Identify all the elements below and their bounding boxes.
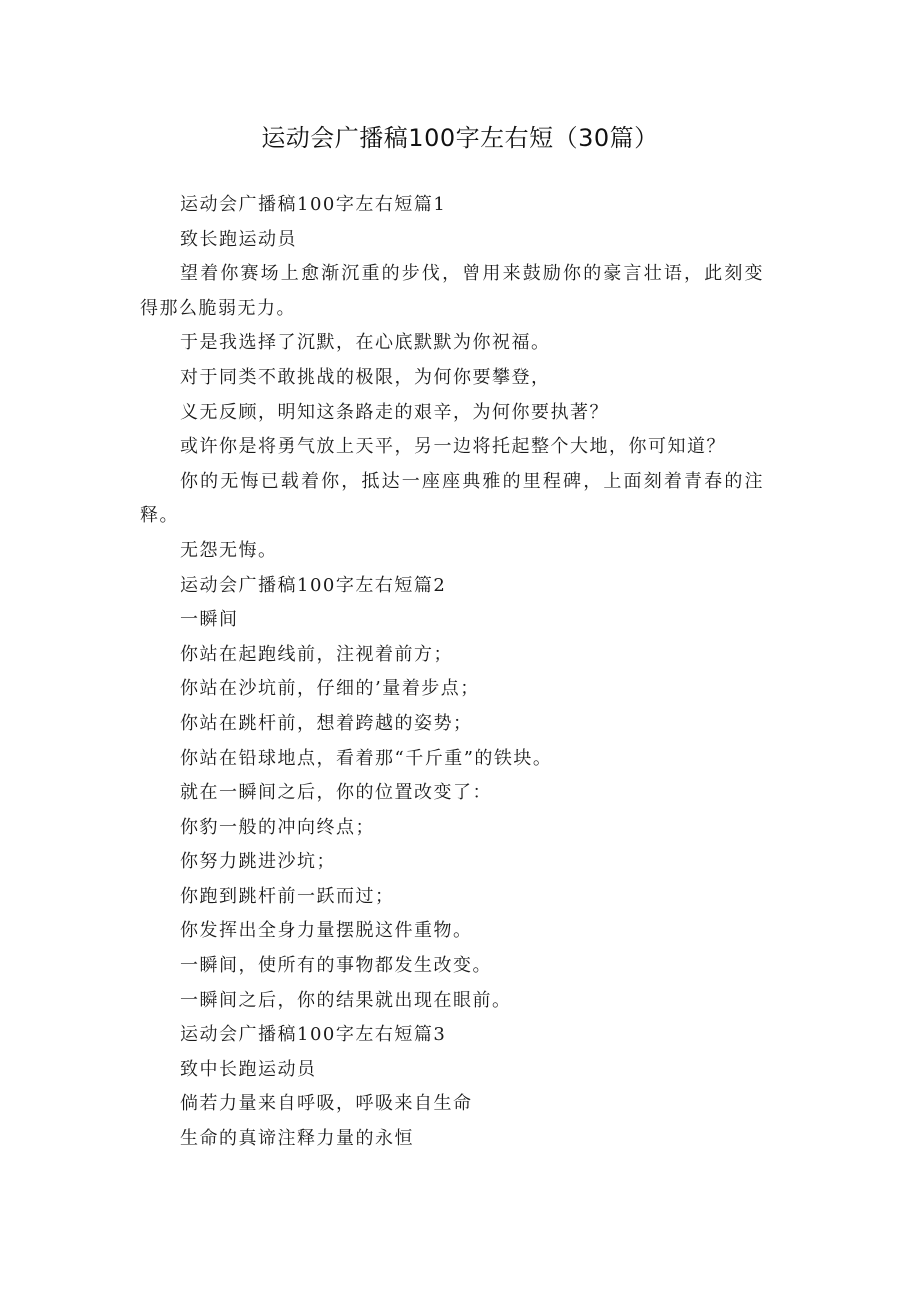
paragraph: 你豹一般的冲向终点； (180, 816, 375, 838)
paragraph: 你站在跳杆前，想着跨越的姿势； (180, 712, 473, 734)
paragraph: 于是我选择了沉默，在心底默默为你祝福。 (180, 332, 551, 354)
paragraph: 对于同类不敢挑战的极限，为何你要攀登， (180, 366, 551, 388)
paragraph: 一瞬间，使所有的事物都发生改变。 (180, 955, 492, 977)
paragraph: 你发挥出全身力量摆脱这件重物。 (180, 920, 473, 942)
paragraph: 致长跑运动员 (180, 228, 297, 250)
paragraph: 或许你是将勇气放上天平，另一边将托起整个大地，你可知道？ (180, 436, 726, 458)
paragraph: 你的无悔已载着你，抵达一座座典雅的里程碑，上面刻着青春的注释。 (140, 470, 764, 527)
paragraph: 运动会广播稿100字左右短篇3 (180, 1024, 447, 1046)
paragraph: 运动会广播稿100字左右短篇1 (180, 194, 447, 215)
paragraph: 无怨无悔。 (180, 539, 278, 561)
paragraph: 致中长跑运动员 (180, 1058, 317, 1080)
paragraph: 你站在沙坑前，仔细的’量着步点； (180, 678, 480, 700)
paragraph: 你站在铅球地点，看着那“千斤重”的铁块。 (180, 747, 553, 769)
paragraph: 你站在起跑线前，注视着前方； (180, 643, 453, 665)
paragraph: 你努力跳进沙坑； (180, 851, 336, 873)
paragraph: 一瞬间之后，你的结果就出现在眼前。 (180, 989, 512, 1011)
document-body (140, 188, 764, 1157)
paragraph: 你跑到跳杆前一跃而过； (180, 885, 395, 907)
paragraph: 一瞬间 (180, 609, 239, 631)
paragraph: 就在一瞬间之后，你的位置改变了： (180, 782, 492, 804)
paragraph: 义无反顾，明知这条路走的艰辛，为何你要执著？ (180, 401, 609, 423)
paragraph: 望着你赛场上愈渐沉重的步伐，曾用来鼓励你的豪言壮语，此刻变得那么脆弱无力。 (140, 263, 764, 319)
paragraph: 倘若力量来自呼吸，呼吸来自生命 (180, 1093, 473, 1115)
document-title: 运动会广播稿100字左右短（30篇） (261, 124, 659, 152)
paragraph: 运动会广播稿100字左右短篇2 (180, 574, 447, 596)
paragraph: 生命的真谛注释力量的永恒 (180, 1128, 414, 1150)
